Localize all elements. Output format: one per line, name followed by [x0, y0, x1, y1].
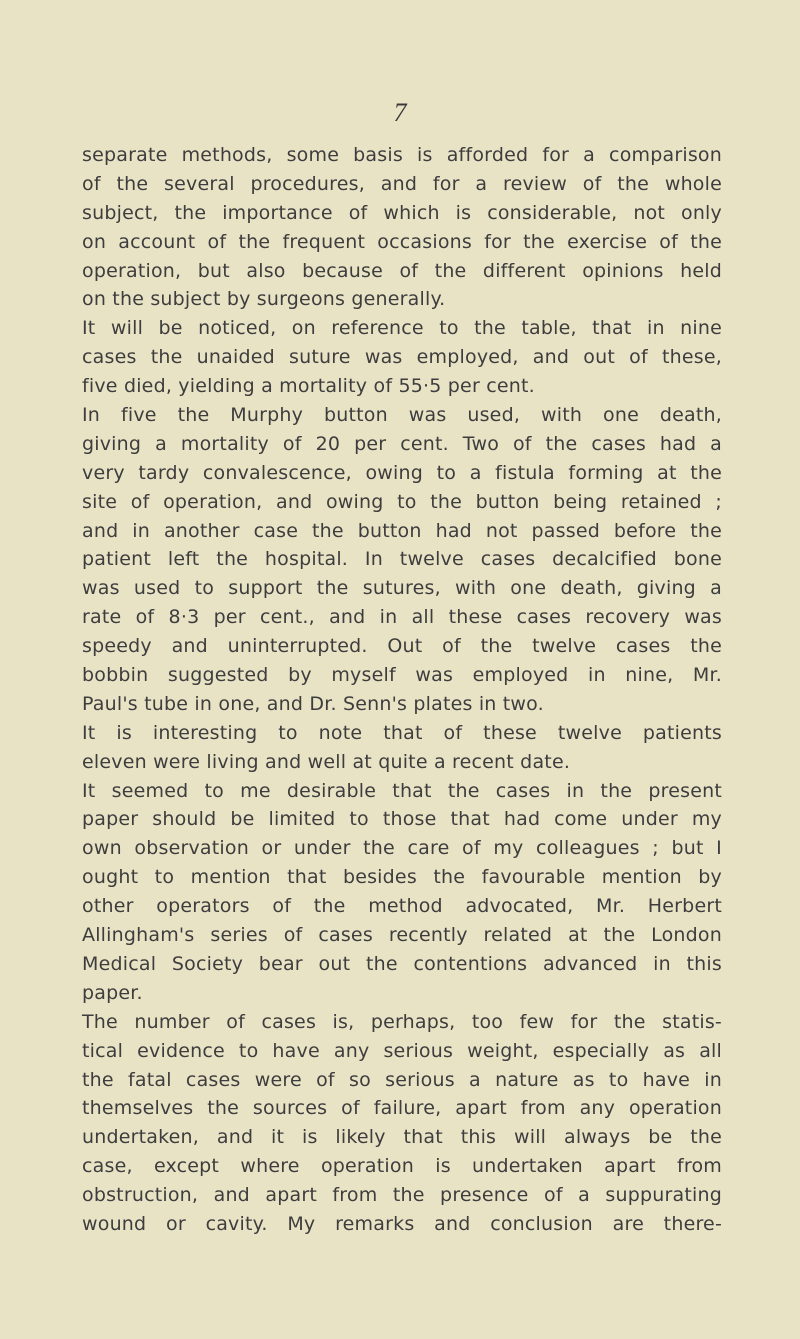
text-line: case, except where operation is undertaken apart from — [82, 1155, 722, 1178]
body-text — [82, 141, 722, 1239]
text-line: on the subject by surgeons generally. — [82, 288, 446, 311]
text-line: subject, the importance of which is considerable, not only — [82, 201, 722, 224]
text-line: undertaken, and it is likely that this will always be the — [82, 1126, 722, 1149]
text-line: rate of 8·3 per cent., and in all these cases recovery was — [82, 606, 722, 629]
text-line: five died, yielding a mortality of 55·5 per cent. — [82, 375, 535, 398]
text-line: In five the Murphy button was used, with one death, — [82, 404, 722, 427]
text-line: was used to support the sutures, with one death, giving a — [82, 577, 722, 600]
text-line: obstruction, and apart from the presence of a suppurating — [82, 1184, 722, 1207]
text-line: It seemed to me desirable that the cases in the present — [82, 779, 722, 802]
text-line: the fatal cases were of so serious a nature as to have in — [82, 1068, 722, 1091]
text-line: separate methods, some basis is afforded for a comparison — [82, 144, 722, 166]
page-number: 7 — [393, 98, 407, 127]
text-line: ought to mention that besides the favourable mention by — [82, 866, 722, 889]
text-line: operation, but also because of the different opinions held — [82, 259, 722, 282]
text-line: on account of the frequent occasions for the exercise of the — [82, 230, 722, 253]
text-line: other operators of the method advocated, Mr. Herbert — [82, 895, 722, 918]
text-line: It is interesting to note that of these twelve patients — [82, 721, 722, 744]
text-line: It will be noticed, on reference to the table, that in nine — [82, 317, 722, 340]
text-line: wound or cavity. My remarks and conclusion are there- — [82, 1212, 722, 1235]
text-line: paper should be limited to those that had come under my — [82, 808, 722, 831]
text-line: tical evidence to have any serious weight, especially as all — [82, 1039, 722, 1062]
text-line: The number of cases is, perhaps, too few for the statis- — [82, 1010, 722, 1033]
text-line: eleven were living and well at quite a recent date. — [82, 750, 571, 773]
text-line: site of operation, and owing to the button being retained ; — [82, 490, 722, 513]
text-line: cases the unaided suture was employed, and out of these, — [82, 346, 722, 369]
text-line: speedy and uninterrupted. Out of the twelve cases the — [82, 635, 722, 658]
text-line: and in another case the button had not passed before the — [82, 519, 722, 542]
text-line: Medical Society bear out the contentions advanced in this — [82, 952, 722, 975]
text-line: very tardy convalescence, owing to a fistula forming at the — [82, 461, 722, 484]
text-line: paper. — [82, 981, 143, 1004]
text-line: patient left the hospital. In twelve cases decalcified bone — [82, 548, 722, 571]
text-line: of the several procedures, and for a review of the whole — [82, 172, 722, 195]
text-line: bobbin suggested by myself was employed in nine, Mr. — [82, 664, 722, 687]
text-line: Allingham's series of cases recently related at the London — [82, 924, 722, 947]
text-line: own observation or under the care of my colleagues ; but I — [82, 837, 722, 860]
text-line: Paul's tube in one, and Dr. Senn's plates in two. — [82, 692, 544, 715]
text-line: themselves the sources of failure, apart from any operation — [82, 1097, 722, 1120]
text-line: giving a mortality of 20 per cent. Two of the cases had a — [82, 432, 722, 455]
